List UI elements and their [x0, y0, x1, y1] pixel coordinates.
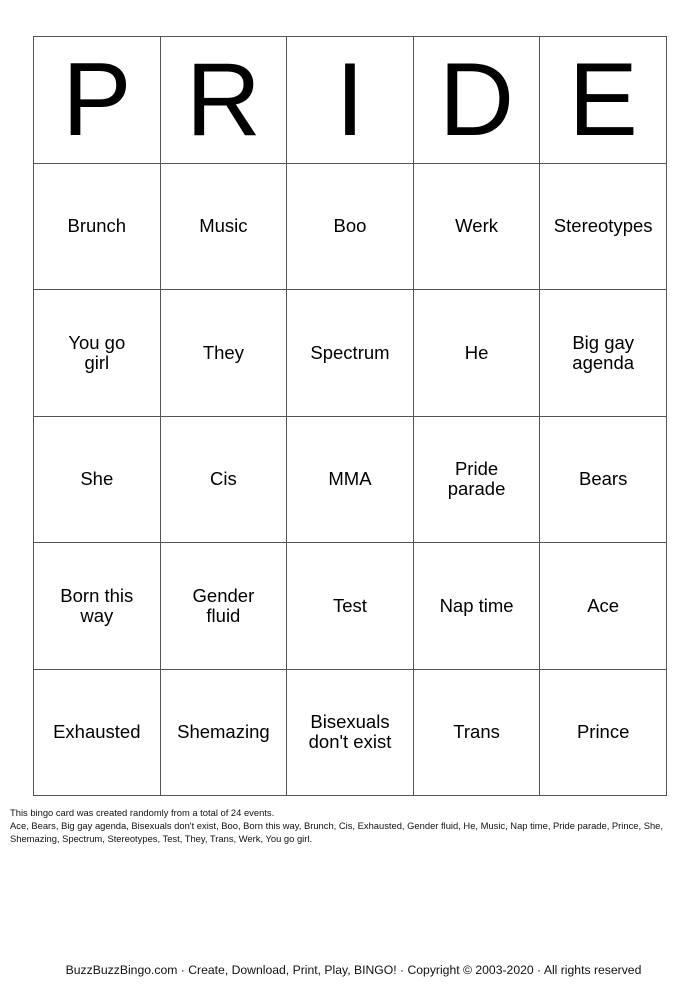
bingo-cell: He: [413, 290, 540, 417]
bingo-cell: Nap time: [413, 543, 540, 670]
bingo-cell: Test: [287, 543, 414, 670]
bingo-cell: Cis: [160, 416, 287, 543]
bingo-cell: Music: [160, 163, 287, 290]
bingo-row: [34, 669, 667, 796]
bingo-row: [34, 416, 667, 543]
bingo-card: [33, 36, 667, 796]
header-letter-d: D: [413, 37, 540, 164]
header-letter-r: R: [160, 37, 287, 164]
events-summary: This bingo card was created randomly from a total of 24 events.: [10, 807, 275, 818]
bingo-cell: Ace: [540, 543, 667, 670]
header-letter-e: E: [540, 37, 667, 164]
events-info: [10, 806, 699, 845]
header-row: [34, 37, 667, 164]
bingo-cell: Brunch: [34, 163, 161, 290]
bingo-row: [34, 163, 667, 290]
bingo-cell: She: [34, 416, 161, 543]
header-letter-i: I: [287, 37, 414, 164]
bingo-cell: You go girl: [34, 290, 161, 417]
bingo-cell: Exhausted: [34, 669, 161, 796]
footer-copyright: BuzzBuzzBingo.com · Create, Download, Print, Play, BINGO! · Copyright © 2003-2020 · All rights reserved: [65, 963, 642, 977]
bingo-cell: Shemazing: [160, 669, 287, 796]
bingo-cell: Werk: [413, 163, 540, 290]
bingo-cell: Gender fluid: [160, 543, 287, 670]
bingo-row: [34, 290, 667, 417]
bingo-cell: Boo: [287, 163, 414, 290]
bingo-cell: Spectrum: [287, 290, 414, 417]
bingo-cell: MMA: [287, 416, 414, 543]
bingo-cell: Trans: [413, 669, 540, 796]
bingo-cell: Bears: [540, 416, 667, 543]
bingo-cell: Big gay agenda: [540, 290, 667, 417]
bingo-cell: Prince: [540, 669, 667, 796]
footer: [0, 963, 699, 977]
bingo-row: [34, 543, 667, 670]
bingo-cell: Bisexuals don't exist: [287, 669, 414, 796]
bingo-cell: Pride parade: [413, 416, 540, 543]
events-list-continued: Shemazing, Spectrum, Stereotypes, Test, They, Trans, Werk, You go girl.: [10, 833, 313, 844]
bingo-cell: Born this way: [34, 543, 161, 670]
events-list: Ace, Bears, Big gay agenda, Bisexuals don't exist, Boo, Born this way, Brunch, Cis, Exhausted, Gender fluid, He, Music, Nap time, Pride parade, Prince, She,: [10, 820, 663, 831]
header-letter-p: P: [34, 37, 161, 164]
bingo-cell: Stereotypes: [540, 163, 667, 290]
bingo-cell: They: [160, 290, 287, 417]
